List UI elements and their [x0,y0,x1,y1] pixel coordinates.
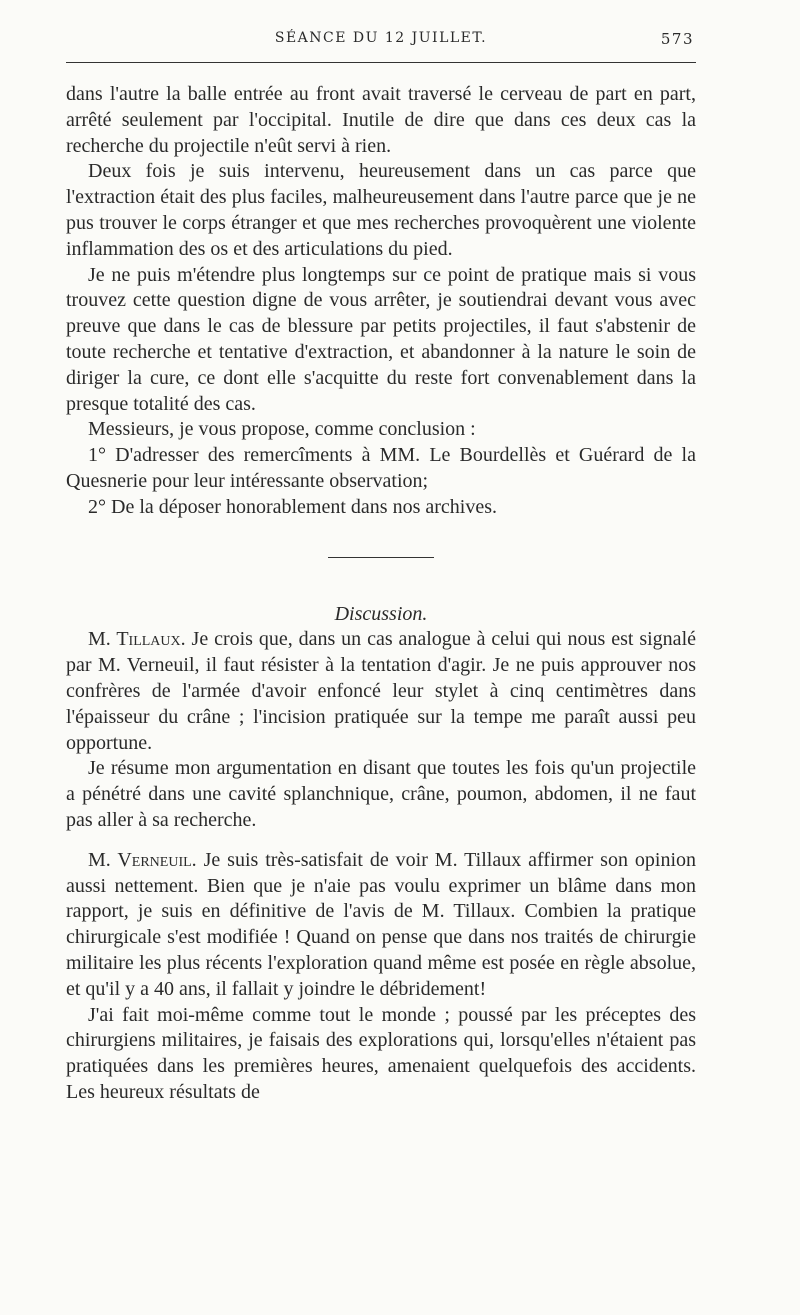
page-number: 573 [660,30,694,48]
speech-text: Je suis très-satisfait de voir M. Tillaux affirmer son opinion aussi nettement. Bien que je n'aie pas voulu exprimer un blâme dans mon rapport, je suis en définitive de l'avis de M. Tillaux. Combien la pratique chirurgicale s'est modifiée ! Quand on pense que dans nos traités de chirurgie militaire les plus récents l'exploration quand même est posée en règle absolue, et qu'il y a 40 ans, il fallait y joindre le débridement! [66,848,696,1000]
paragraph: 1° D'adresser des remercîments à MM. Le Bourdellès et Guérard de la Quesnerie pour leur intéressante observation; [66,444,696,492]
paragraph: Deux fois je suis intervenu, heureusement dans un cas parce que l'extraction était des plus faciles, malheureusement dans l'autre parce que je ne pus trouver le corps étranger et que mes recherches provoquèrent une violente inflammation des os et des articulations du pied. [66,160,696,260]
speaker-name: M. Verneuil. [88,848,197,871]
paragraph-verneuil [66,848,696,1003]
speaker-name: M. Tillaux. [88,628,186,651]
paragraph: dans l'autre la balle entrée au front avait traversé le cerveau de part en part, arrêté seulement par l'occipital. Inutile de dire que dans ces deux cas la recherche du projectile n'eût servi à rien. [66,83,696,157]
paragraph: J'ai fait moi-même comme tout le monde ; poussé par les préceptes des chirurgiens militaires, je faisais des explorations qui, lorsqu'elles n'étaient pas pratiquées dans les premières heures, amenaient quelquefois des accidents. Les heureux résultats de [66,1003,696,1103]
paragraph: Je ne puis m'étendre plus longtemps sur ce point de pratique mais si vous trouvez cette question digne de vous arrêter, je soutiendrai devant vous avec preuve que dans le cas de blessure par petits projectiles, il faut s'abstenir de toute recherche et tentative d'extraction, et abandonner à la nature le soin de diriger la cure, ce dont elle s'acquitte du reste fort convenablement dans la presque totalité des cas. [66,263,696,415]
running-header [66,30,696,54]
body-text [66,82,696,1106]
section-separator [328,557,434,558]
running-title: SÉANCE DU 12 JUILLET. [274,30,488,46]
paragraph-tillaux [66,627,696,756]
paragraph: Messieurs, je vous propose, comme conclusion : [88,418,476,441]
speech-text: Je crois que, dans un cas analogue à celui qui nous est signalé par M. Verneuil, il faut résister à la tentation d'agir. Je ne puis approuver nos confrères de l'armée d'avoir enfoncé leur stylet à cinq centimètres dans l'épaisseur du crâne ; l'incision pratiquée sur la tempe me paraît aussi peu opportune. [66,628,696,754]
paragraph: 2° De la déposer honorablement dans nos archives. [88,495,497,518]
section-heading: Discussion. [334,602,428,625]
header-rule [66,62,696,63]
paragraph: Je résume mon argumentation en disant que toutes les fois qu'un projectile a pénétré dans une cavité splanchnique, crâne, poumon, abdomen, il ne faut pas aller à sa recherche. [66,757,696,831]
